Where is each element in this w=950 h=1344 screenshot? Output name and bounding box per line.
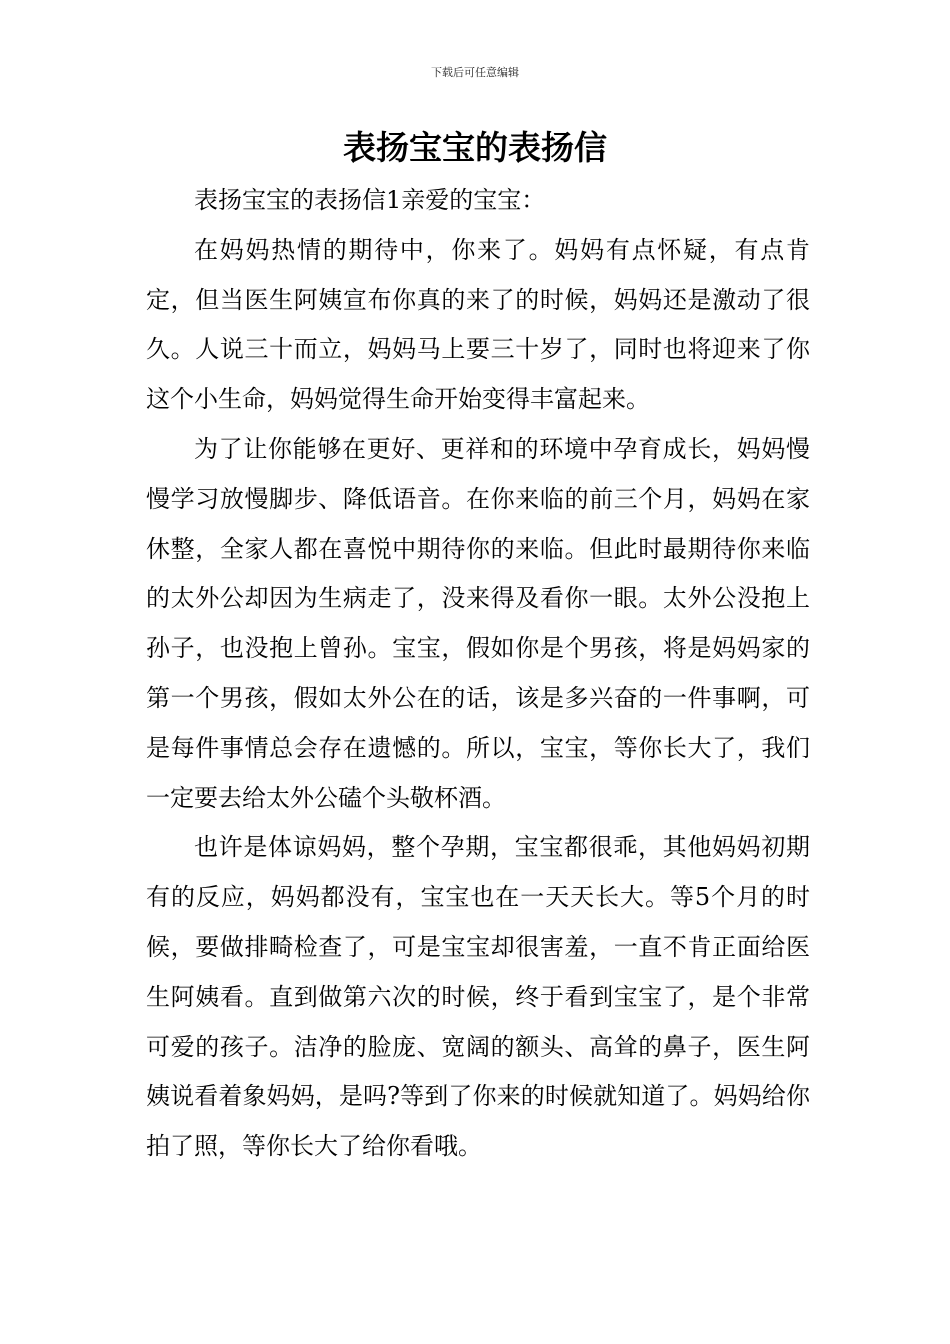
document-title: 表扬宝宝的表扬信	[343, 128, 607, 167]
document-body	[146, 176, 810, 1172]
paragraph: 也许是体谅妈妈，整个孕期，宝宝都很乖，其他妈妈初期有的反应，妈妈都没有，宝宝也在一天天长大。等5个月的时候，要做排畸检查了，可是宝宝却很害羞，一直不肯正面给医生阿姨看。直到做第六次的时候，终于看到宝宝了，是个非常可爱的孩子。洁净的脸庞、宽阔的额头、高耸的鼻子，医生阿姨说看着象妈妈，是吗?等到了你来的时候就知道了。妈妈给你拍了照，等你长大了给你看哦。	[146, 833, 810, 1161]
paragraph-greeting: 表扬宝宝的表扬信1亲爱的宝宝：	[194, 186, 546, 214]
page-header-note: 下载后可任意编辑	[431, 66, 519, 79]
paragraph: 为了让你能够在更好、更祥和的环境中孕育成长，妈妈慢慢学习放慢脚步、降低语音。在你来临的前三个月，妈妈在家休整，全家人都在喜悦中期待你的来临。但此时最期待你来临的太外公却因为生病走了，没来得及看你一眼。太外公没抱上孙子，也没抱上曾孙。宝宝，假如你是个男孩，将是妈妈家的第一个男孩，假如太外公在的话，该是多兴奋的一件事啊，可是每件事情总会存在遗憾的。所以，宝宝，等你长大了，我们一定要去给太外公磕个头敬杯酒。	[146, 434, 810, 812]
paragraph: 在妈妈热情的期待中，你来了。妈妈有点怀疑，有点肯定，但当医生阿姨宣布你真的来了的时候，妈妈还是激动了很久。人说三十而立，妈妈马上要三十岁了，同时也将迎来了你这个小生命，妈妈觉得生命开始变得丰富起来。	[146, 235, 810, 414]
